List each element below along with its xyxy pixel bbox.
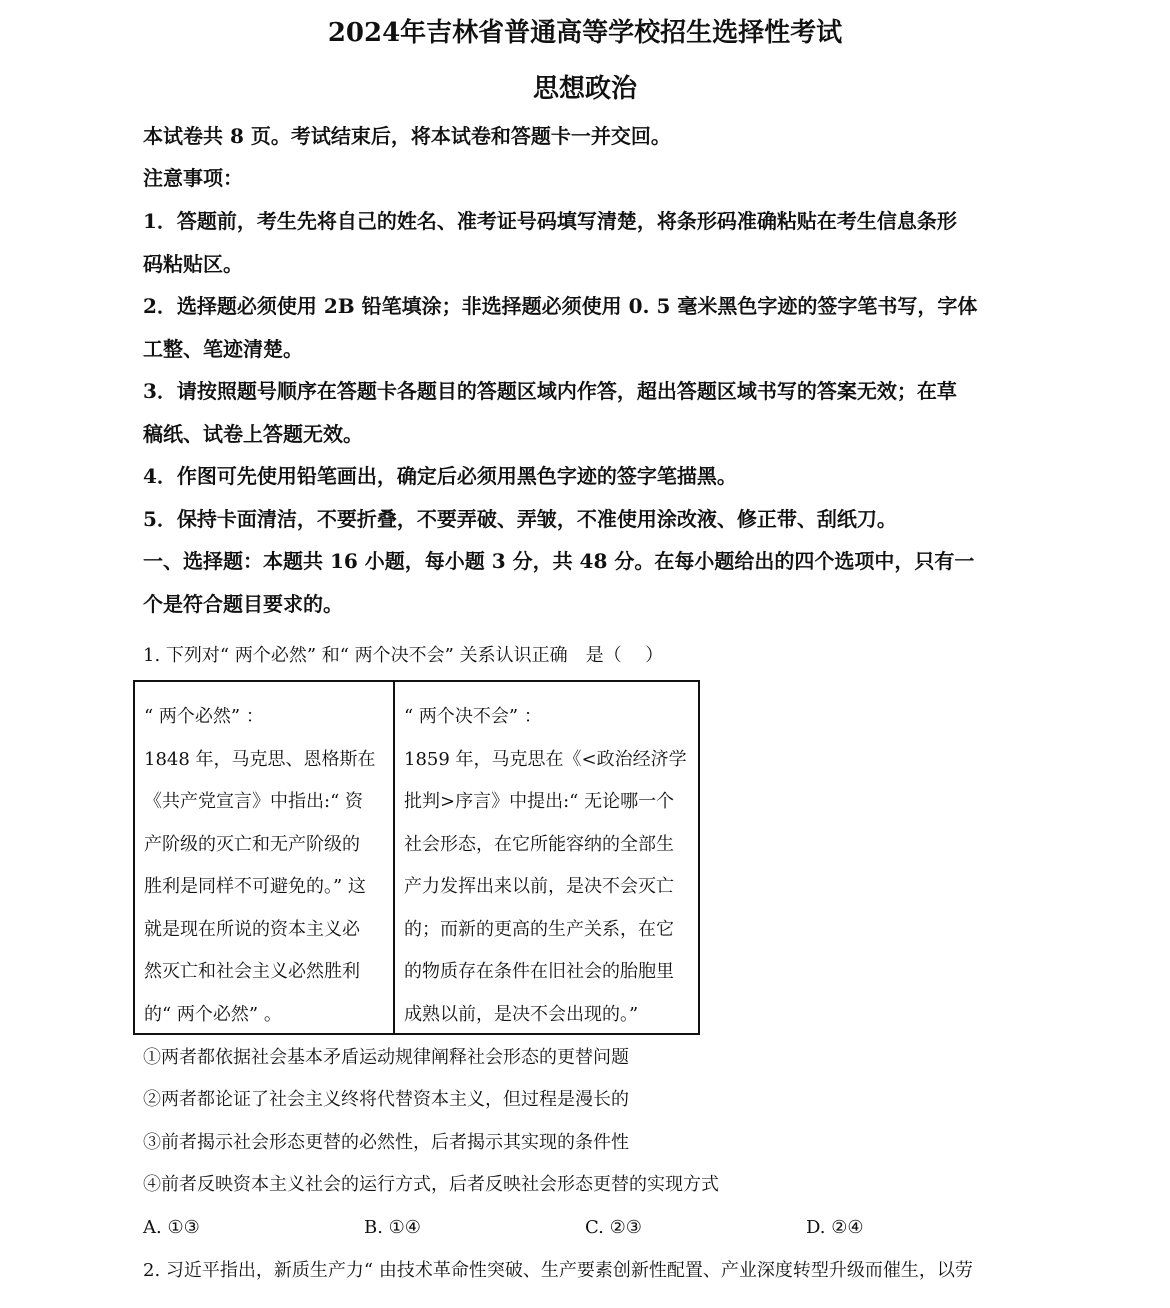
table-cell-line: 的“ 两个必然” 。	[144, 1003, 282, 1025]
table-cell-line: 产力发挥出来以前，是决不会灭亡	[404, 876, 674, 897]
table-cell-line: 的物质存在条件在旧社会的胎胞里	[404, 961, 674, 982]
table-cell-line: “ 两个决不会” ：	[404, 706, 542, 727]
option-b[interactable]: B. ①④	[364, 1217, 421, 1238]
note-line: 1．答题前，考生先将自己的姓名、准考证号码填写清楚，将条形码准确粘贴在考生信息条形	[143, 209, 957, 233]
exam-intro: 本试卷共 8 页。考试结束后，将本试卷和答题卡一并交回。	[143, 124, 671, 148]
question-1-statement: ④前者反映资本主义社会的运行方式，后者反映社会形态更替的实现方式	[143, 1174, 719, 1195]
note-line: 2．选择题必须使用 2B 铅笔填涂；非选择题必须使用 0. 5 毫米黑色字迹的签字笔书写，字体	[143, 294, 978, 318]
option-c[interactable]: C. ②③	[585, 1217, 642, 1238]
question-1-statement: ③前者揭示社会形态更替的必然性，后者揭示其实现的条件性	[143, 1132, 629, 1153]
question-1-statement: ②两者都论证了社会主义终将代替资本主义，但过程是漫长的	[143, 1089, 629, 1110]
section-heading: 一、选择题：本题共 16 小题，每小题 3 分，共 48 分。在每小题给出的四个选项中，只有一	[143, 549, 975, 573]
table-column-left	[135, 682, 395, 1033]
notes-heading: 注意事项：	[143, 166, 243, 190]
section-heading: 个是符合题目要求的。	[143, 592, 343, 616]
table-cell-line: 就是现在所说的资本主义必	[144, 918, 360, 940]
note-line: 码粘贴区。	[143, 252, 243, 276]
note-line: 5．保持卡面清洁，不要折叠，不要弄破、弄皱，不准使用涂改液、修正带、刮纸刀。	[143, 507, 897, 531]
note-line: 4．作图可先使用铅笔画出，确定后必须用黑色字迹的签字笔描黑。	[143, 464, 737, 488]
question-1-statement: ①两者都依据社会基本矛盾运动规律阐释社会形态的更替问题	[143, 1047, 629, 1068]
exam-title: 2024年吉林省普通高等学校招生选择性考试	[327, 18, 843, 48]
option-a[interactable]: A. ①③	[143, 1217, 200, 1238]
table-cell-line: 然灭亡和社会主义必然胜利	[144, 961, 360, 982]
table-cell-line: 社会形态，在它所能容纳的全部生	[404, 833, 674, 855]
table-cell-line: 《共产党宣言》中指出:“ 资	[144, 791, 363, 812]
table-cell-line: 批判>序言》中提出:“ 无论哪一个	[404, 791, 675, 812]
subject-title: 思想政治	[532, 74, 637, 104]
question-1-table	[133, 680, 700, 1035]
table-cell-line: 产阶级的灭亡和无产阶级的	[144, 833, 360, 855]
table-column-right	[395, 682, 698, 1033]
table-cell-line: 胜利是同样不可避免的。” 这	[144, 876, 366, 897]
table-cell-line: 成熟以前，是决不会出现的。”	[404, 1003, 639, 1025]
table-cell-line: “ 两个必然” ：	[144, 706, 264, 727]
table-cell-line: 的；而新的更高的生产关系，在它	[404, 918, 674, 940]
question-2-stem: 2. 习近平指出，新质生产力“ 由技术革命性突破、生产要素创新性配置、产业深度转型升级而催生，以劳	[143, 1260, 973, 1281]
note-line: 3．请按照题号顺序在答题卡各题目的答题区域内作答，超出答题区域书写的答案无效；在草	[143, 379, 957, 403]
note-line: 稿纸、试卷上答题无效。	[143, 422, 363, 446]
question-1-stem: 1. 下列对“ 两个必然” 和“ 两个决不会” 关系认识正确 是（ ）	[143, 645, 664, 666]
note-line: 工整、笔迹清楚。	[143, 337, 303, 361]
table-cell-line: 1848 年，马克思、恩格斯在	[144, 748, 376, 770]
table-cell-line: 1859 年，马克思在《<政治经济学	[404, 748, 687, 770]
option-d[interactable]: D. ②④	[806, 1217, 864, 1238]
